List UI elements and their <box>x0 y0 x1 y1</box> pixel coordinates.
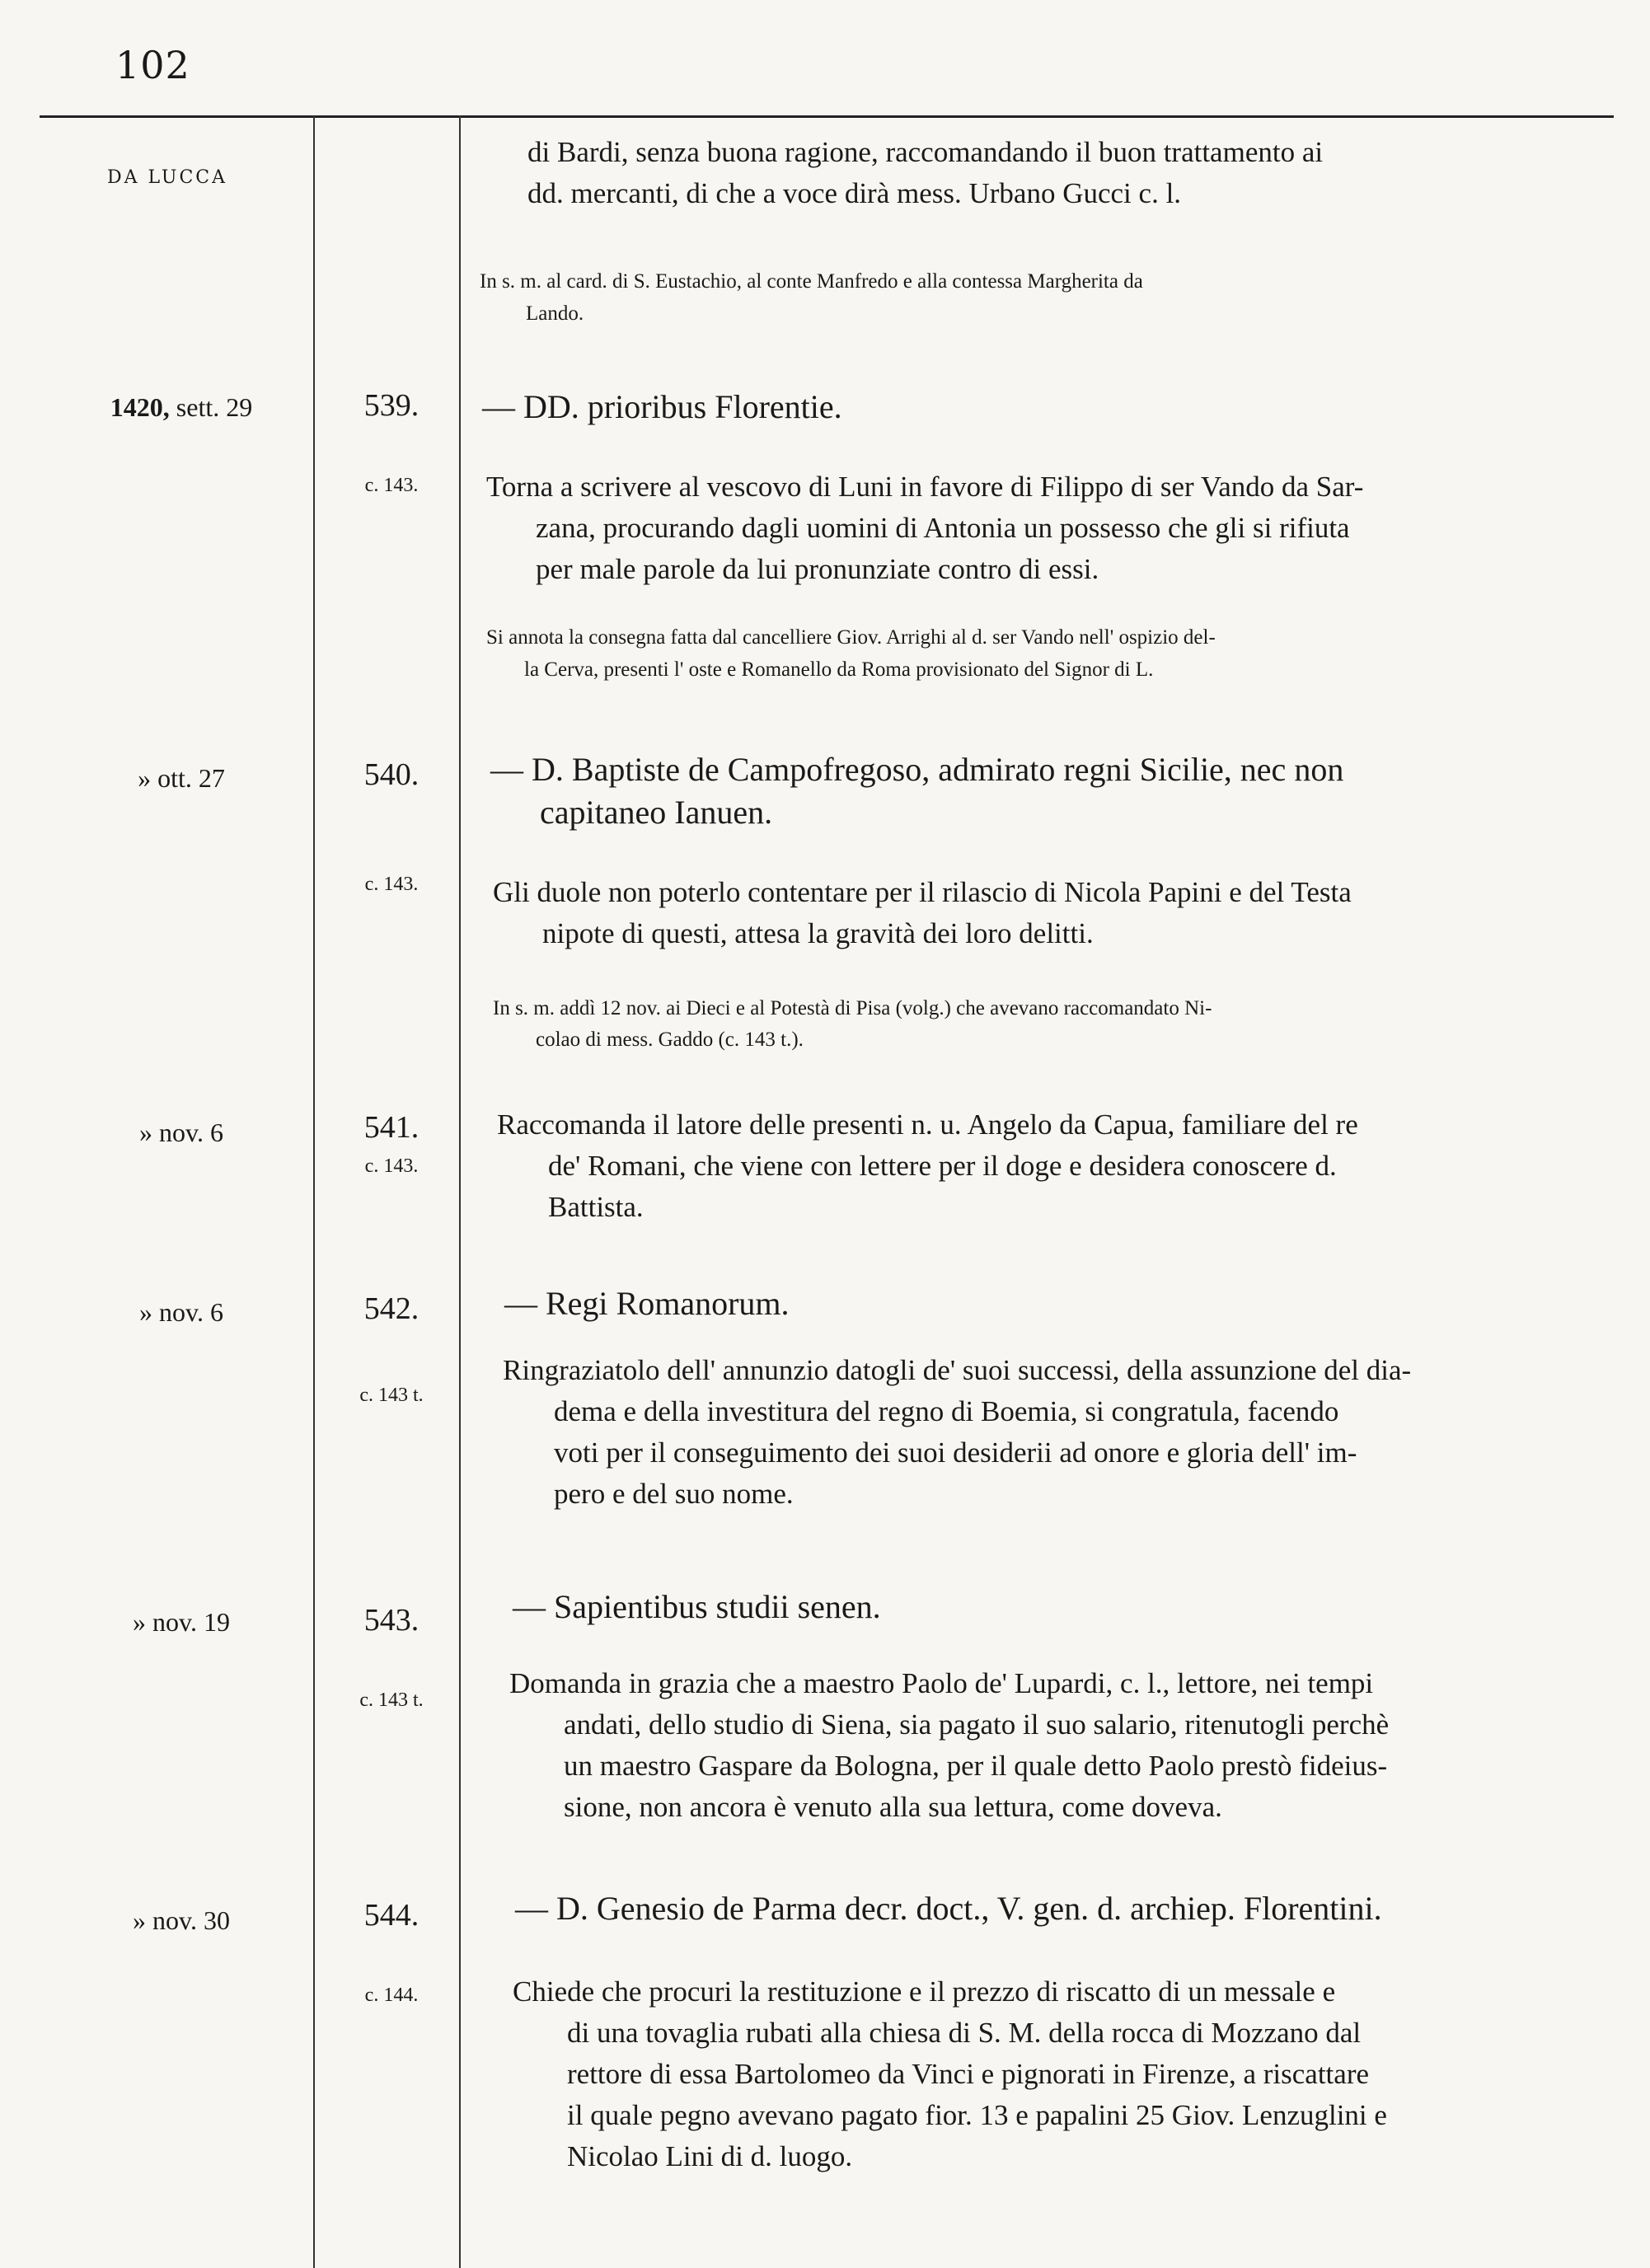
summary-line: voti per il conseguimento dei suoi desiderii ad onore e gloria dell' im- <box>554 1436 1357 1469</box>
column-divider-number <box>459 115 461 2268</box>
summary-line: di una tovaglia rubati alla chiesa di S. M. della rocca di Mozzano dal <box>567 2017 1362 2049</box>
entry-date <box>49 1118 313 1148</box>
entry-carta: c. 143 t. <box>359 1689 424 1711</box>
summary-line: il quale pegno avevano pagato fior. 13 e papalini 25 Giov. Lenzuglini e <box>567 2099 1387 2131</box>
date-rest: sett. 29 <box>176 392 253 422</box>
summary-line: per male parole da lui pronunziate contro di essi. <box>536 553 1099 585</box>
summary-line: Nicolao Lini di d. luogo. <box>567 2140 853 2172</box>
entry-date <box>49 392 313 423</box>
top-rule <box>40 115 1614 118</box>
entry-carta: c. 143. <box>364 1155 419 1177</box>
note-line: In s. m. al card. di S. Eustachio, al conte Manfredo e alla contessa Margherita da <box>480 270 1143 293</box>
date-rest: nov. 6 <box>159 1118 223 1147</box>
summary-line: Raccomanda il latore delle presenti n. u. Angelo da Capua, familiare del re <box>497 1108 1358 1141</box>
summary-line: un maestro Gaspare da Bologna, per il quale detto Paolo prestò fideius- <box>564 1750 1388 1782</box>
entry-number: 542. <box>363 1291 420 1326</box>
entry-number: 544. <box>363 1898 420 1933</box>
entry-carta: c. 143 t. <box>359 1385 424 1406</box>
entry-addressee-line: — D. Baptiste de Campofregoso, admirato regni Sicilie, nec non <box>490 751 1344 788</box>
date-year: 1420, <box>110 392 170 422</box>
note-line: In s. m. addì 12 nov. ai Dieci e al Potestà di Pisa (volg.) che avevano raccomandato Ni- <box>493 997 1212 1019</box>
date-rest: nov. 6 <box>159 1297 223 1327</box>
entry-addressee-line: capitaneo Ianuen. <box>540 794 773 831</box>
summary-line: de' Romani, che viene con lettere per il doge e desidera conoscere d. <box>548 1150 1337 1182</box>
entry-number: 540. <box>363 757 420 792</box>
column-divider-date <box>313 115 315 2268</box>
entry-date <box>49 1905 313 1936</box>
summary-line: Domanda in grazia che a maestro Paolo de' Lupardi, c. l., lettore, nei tempi <box>509 1667 1374 1699</box>
page-number: 102 <box>115 43 190 87</box>
summary-line: Gli duole non poterlo contentare per il rilascio di Nicola Papini e del Testa <box>493 876 1352 908</box>
text-line: dd. mercanti, di che a voce dirà mess. Urbano Gucci c. l. <box>527 177 1182 209</box>
summary-line: rettore di essa Bartolomeo da Vinci e pignorati in Firenze, a riscattare <box>567 2058 1370 2090</box>
entry-addressee: — Regi Romanorum. <box>504 1285 790 1322</box>
running-head: DA LUCCA <box>107 167 228 188</box>
entry-carta: c. 143. <box>364 874 419 895</box>
date-year: » <box>133 1607 147 1637</box>
summary-line: zana, procurando dagli uomini di Antonia un possesso che gli si rifiuta <box>536 512 1350 544</box>
entry-addressee: — D. Genesio de Parma decr. doct., V. gen. d. archiep. Florentini. <box>515 1890 1382 1927</box>
entry-date <box>49 1607 313 1638</box>
date-year: » <box>139 1118 153 1147</box>
summary-line: Chiede che procuri la restituzione e il prezzo di riscatto di un messale e <box>513 1975 1336 2008</box>
note-line: Si annota la consegna fatta dal cancelliere Giov. Arrighi al d. ser Vando nell' ospizio del- <box>486 626 1216 649</box>
summary-line: dema e della investitura del regno di Boemia, si congratula, facendo <box>554 1395 1339 1427</box>
entry-number: 543. <box>363 1603 420 1638</box>
date-year: » <box>139 1297 153 1327</box>
note-line: colao di mess. Gaddo (c. 143 t.). <box>536 1029 804 1051</box>
text-line: di Bardi, senza buona ragione, raccomandando il buon trattamento ai <box>527 136 1324 168</box>
summary-line: Battista. <box>548 1191 644 1223</box>
summary-line: Torna a scrivere al vescovo di Luni in favore di Filippo di ser Vando da Sar- <box>486 471 1364 503</box>
note-line: Lando. <box>526 302 584 325</box>
date-rest: nov. 19 <box>152 1607 230 1637</box>
date-year: » <box>138 763 152 793</box>
entry-carta: c. 144. <box>364 1984 419 2006</box>
summary-line: nipote di questi, attesa la gravità dei loro delitti. <box>542 917 1094 949</box>
summary-line: pero e del suo nome. <box>554 1478 794 1510</box>
entry-date <box>49 1297 313 1328</box>
date-rest: ott. 27 <box>157 763 225 793</box>
date-year: » <box>133 1905 147 1935</box>
entry-addressee: — DD. prioribus Florentie. <box>482 388 842 425</box>
note-line: la Cerva, presenti l' oste e Romanello da Roma provisionato del Signor di L. <box>524 658 1154 681</box>
entry-date <box>49 763 313 794</box>
entry-number: 539. <box>363 388 420 423</box>
summary-line: Ringraziatolo dell' annunzio datogli de' suoi successi, della assunzione del dia- <box>503 1354 1412 1386</box>
entry-addressee: — Sapientibus studii senen. <box>513 1588 881 1625</box>
summary-line: sione, non ancora è venuto alla sua lettura, come doveva. <box>564 1791 1222 1823</box>
entry-carta: c. 143. <box>364 475 419 496</box>
date-rest: nov. 30 <box>152 1905 230 1935</box>
entry-number: 541. <box>363 1110 420 1145</box>
summary-line: andati, dello studio di Siena, sia pagato il suo salario, ritenutogli perchè <box>564 1708 1390 1741</box>
